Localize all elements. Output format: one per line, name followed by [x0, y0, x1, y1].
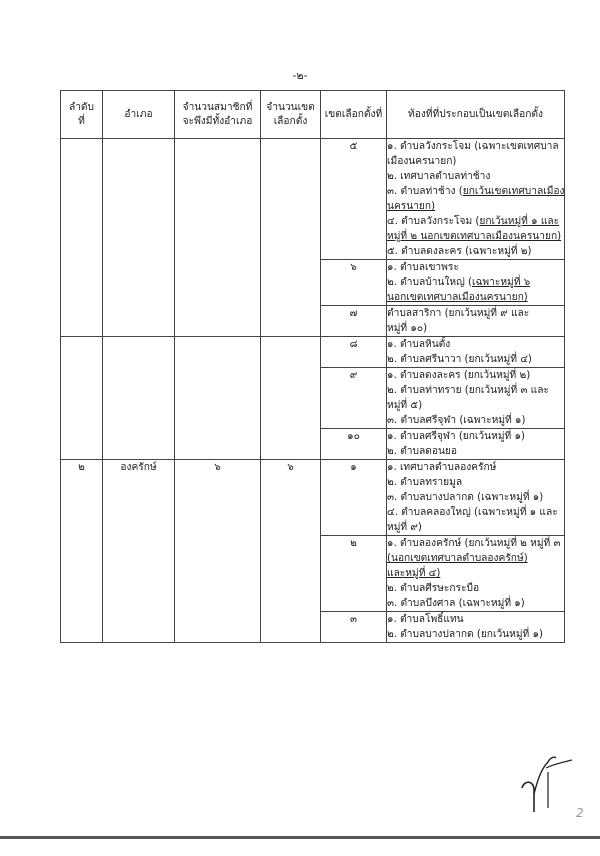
table-row: [61, 460, 565, 536]
area-line: [387, 321, 564, 336]
header-row: [61, 91, 565, 139]
area-line: [387, 199, 564, 214]
area-text: ๒. ตำบลศีรษะกระบือ: [387, 583, 480, 594]
area-text: ๓. ตำบลบางปลากด (เฉพาะหมู่ที่ ๑): [387, 492, 544, 503]
area-text-underlined: หมู่ที่ ๒ นอกเขตเทศบาลเมืองนครนายก): [387, 231, 562, 242]
header-order: ลำดับ ที่: [61, 91, 103, 139]
area-text: ๑. ตำบลองครักษ์ (ยกเว้นหมู่ที่ ๒ หมู่ที่ ๓: [387, 538, 561, 549]
order-cell: [61, 337, 103, 460]
area-text: ๕. ตำบลดงละคร (เฉพาะหมู่ที่ ๒): [387, 246, 532, 257]
header-zone-no: เขตเลือกตั้งที่: [321, 91, 387, 139]
header-members: จำนวนสมาชิกที่ จะพึงมีทั้งอำเภอ: [175, 91, 261, 139]
area-text: หมู่ที่ ๑๐): [387, 323, 428, 334]
area-line: [387, 154, 564, 169]
table-row: [61, 337, 565, 368]
area-line: [387, 444, 564, 459]
zone-number: ๓: [321, 612, 387, 643]
zone-number: ๗: [321, 306, 387, 337]
area-line: [387, 475, 564, 490]
zone-number: ๒: [321, 536, 387, 612]
zone-areas: [387, 612, 565, 643]
area-line: [387, 229, 564, 244]
area-text: ๑. ตำบลเขาพระ: [387, 262, 459, 273]
area-line: [387, 306, 564, 321]
area-text: ๑. ตำบลวังกระโจม (เฉพาะเขตเทศบาล: [387, 141, 559, 152]
area-line: [387, 460, 564, 475]
header-zones-count: จำนวนเขต เลือกตั้ง: [261, 91, 321, 139]
area-text: ๑. เทศบาลตำบลองครักษ์: [387, 462, 497, 473]
area-text-underlined: นครนายก): [387, 201, 436, 212]
area-line: [387, 184, 564, 199]
area-text-underlined: เฉพาะหมู่ที่ ๖: [471, 277, 531, 288]
area-line: [387, 596, 564, 611]
table-row: [61, 139, 565, 260]
zones-count-cell: [261, 337, 321, 460]
district-cell: [103, 139, 175, 337]
area-text: ๑. ตำบลศรีจุฬา (ยกเว้นหมู่ที่ ๑): [387, 431, 525, 442]
corner-mark: 2: [576, 806, 584, 820]
area-line: [387, 169, 564, 184]
area-text: ๑. ตำบลโพธิ์แทน: [387, 614, 464, 625]
zone-areas: [387, 260, 565, 306]
handwritten-signature: [508, 748, 578, 818]
zone-number: ๑๐: [321, 429, 387, 460]
area-text: ๔. ตำบลวังกระโจม (: [387, 216, 480, 227]
area-text: ๓. ตำบลบึงศาล (เฉพาะหมู่ที่ ๑): [387, 598, 525, 609]
page-bottom-border: [0, 836, 600, 839]
page-number: -๒-: [292, 69, 308, 82]
area-text: ๔. ตำบลคลองใหญ่ (เฉพาะหมู่ที่ ๑ และ: [387, 507, 558, 518]
header-district: อำเภอ: [103, 91, 175, 139]
zone-areas: [387, 337, 565, 368]
area-line: [387, 214, 564, 229]
area-line: [387, 398, 564, 413]
order-cell: [61, 139, 103, 337]
members-cell: [175, 337, 261, 460]
electoral-zones-table: [60, 90, 565, 643]
area-text: ๒. ตำบลบ้านใหญ่ (: [387, 277, 472, 288]
area-line: [387, 260, 564, 275]
zones-count-cell: ๖: [261, 460, 321, 643]
area-text: ๒. ตำบลบางปลากด (ยกเว้นหมู่ที่ ๑): [387, 629, 543, 640]
area-text: ๓. ตำบลท่าช้าง (: [387, 186, 463, 197]
zone-number: ๘: [321, 337, 387, 368]
area-text: หมู่ที่ ๙): [387, 522, 422, 533]
area-line: [387, 520, 564, 535]
area-text: ๓. ตำบลศรีจุฬา (เฉพาะหมู่ที่ ๑): [387, 415, 526, 426]
area-line: [387, 490, 564, 505]
area-text: ๒. ตำบลดอนยอ: [387, 446, 458, 457]
order-cell: ๒: [61, 460, 103, 643]
zone-number: ๑: [321, 460, 387, 536]
area-text: ๑. ตำบลดงละคร (ยกเว้นหมู่ที่ ๒): [387, 370, 531, 381]
area-line: [387, 612, 564, 627]
zone-areas: [387, 429, 565, 460]
area-text: ๑. ตำบลหินตั้ง: [387, 339, 451, 350]
area-line: [387, 581, 564, 596]
district-cell: องครักษ์: [103, 460, 175, 643]
zone-areas: [387, 306, 565, 337]
zone-areas: [387, 368, 565, 429]
area-line: [387, 566, 564, 581]
area-text: ๒. ตำบลท่าทราย (ยกเว้นหมู่ที่ ๓ และ: [387, 385, 549, 396]
members-cell: ๖: [175, 460, 261, 643]
zones-count-cell: [261, 139, 321, 337]
area-line: [387, 290, 564, 305]
area-text: ๒. ตำบลศรีนาวา (ยกเว้นหมู่ที่ ๔): [387, 354, 532, 365]
zone-number: ๖: [321, 260, 387, 306]
area-line: [387, 352, 564, 367]
area-text: ตำบลสาริกา (ยกเว้นหมู่ที่ ๙ และ: [387, 308, 530, 319]
area-text-underlined: ยกเว้นหมู่ที่ ๑ และ: [479, 216, 560, 227]
area-text-underlined: ยกเว้นเขตเทศบาลเมือง: [462, 186, 565, 197]
members-cell: [175, 139, 261, 337]
header-areas: ท้องที่ที่ประกอบเป็นเขตเลือกตั้ง: [387, 91, 565, 139]
area-text-underlined: นอกเขตเทศบาลเมืองนครนายก): [387, 292, 528, 303]
area-line: [387, 244, 564, 259]
zone-areas: [387, 460, 565, 536]
area-line: [387, 275, 564, 290]
area-line: [387, 368, 564, 383]
area-text-underlined: (นอกเขตเทศบาลตำบลองครักษ์): [387, 553, 528, 564]
area-line: [387, 429, 564, 444]
area-line: [387, 413, 564, 428]
area-line: [387, 383, 564, 398]
area-line: [387, 505, 564, 520]
area-text: หมู่ที่ ๕): [387, 400, 423, 411]
area-line: [387, 536, 564, 551]
area-line: [387, 627, 564, 642]
area-line: [387, 551, 564, 566]
zone-areas: [387, 536, 565, 612]
area-text: ๒. เทศบาลตำบลท่าช้าง: [387, 171, 491, 182]
area-line: [387, 139, 564, 154]
area-text: เมืองนครนายก): [387, 156, 457, 167]
area-text: ๒. ตำบลทรายมูล: [387, 477, 463, 488]
zone-number: ๙: [321, 368, 387, 429]
zone-number: ๕: [321, 139, 387, 260]
district-cell: [103, 337, 175, 460]
zone-areas: [387, 139, 565, 260]
area-line: [387, 337, 564, 352]
area-text-underlined: และหมู่ที่ ๔): [387, 568, 441, 579]
